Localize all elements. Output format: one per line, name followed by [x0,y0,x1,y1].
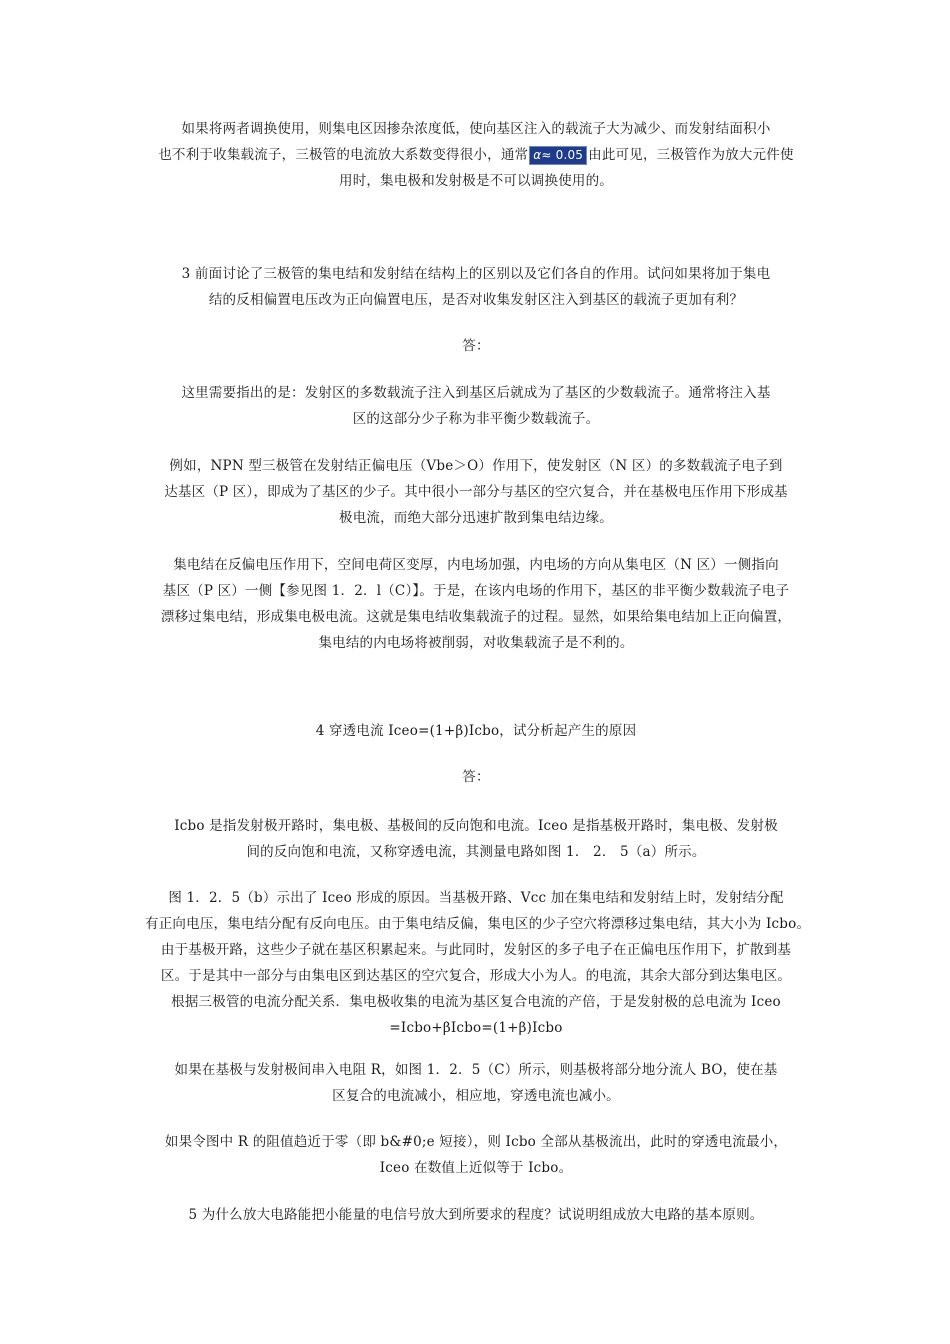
paragraph-r-zero [145,1129,807,1181]
answer-label-4: 答： [462,769,490,785]
answer-label-3: 答： [462,338,490,354]
text-line: 如果在基极与发射极间串入电阻 R，如图 1．2．5（C）所示，则基极将部分地分流人 BO，使在基 [174,1062,778,1078]
text-line: 极电流，而绝大部分迅速扩散到集电结边缘。 [339,510,613,526]
paragraph-swap-explanation [145,116,807,194]
paragraph-icbo-iceo [145,813,807,865]
text-line: 3 前面讨论了三极管的集电结和发射结在结构上的区别以及它们各自的作用。试问如果将加于集电 [181,266,771,282]
paragraph-resistor-r [145,1057,807,1109]
text-line: 如果令图中 R 的阻值趋近于零（即 b&#0;e 短接），则 Icbo 全部从基极流出，此时的穿透电流最小， [164,1134,788,1150]
text-line-with-formula: 也不利于收集载流子，三极管的电流放大系数变得很小，通常 α≈ 0.05 由此可见，三极管作为放大元件使 [158,147,794,163]
text-line: 根据三极管的电流分配关系．集电极收集的电流为基区复合电流的产倍，于是发射极的总电流为 Iceo [171,994,781,1010]
text-line: 结的反相偏置电压改为正向偏置电压，是否对收集发射区注入到基区的载流子更加有利？ [208,292,744,308]
text-line: 集电结在反偏电压作用下，空间电荷区变厚，内电场加强，内电场的方向从集电区（N 区）一侧指向 [173,557,779,573]
text-line: 如果将两者调换使用，则集电区因掺杂浓度低，使向基区注入的载流子大为减少、而发射结面积小 [181,121,771,137]
question-4: 4 穿透电流 Iceo=(1+β)Icbo，试分析起产生的原因 [315,723,637,739]
text-line: 基区（P 区）一侧【参见图 1．2．l（C）】。于是，在该内电场的作用下，基区的非平衡少数载流子电子 [162,583,790,599]
text-line: 有正向电压，集电结分配有反向电压。由于集电结反偏，集电区的少子空穴将漂移过集电结，其大小为 Icbo。 [145,916,811,932]
text-line: 用时，集电极和发射极是不可以调换使用的。 [339,173,613,189]
paragraph-minority-carriers [145,380,807,432]
text-line: 图 1．2．5（b）示出了 Iceo 形成的原因。当基极开路、Vcc 加在集电结和发射结上时，发射结分配 [168,890,784,906]
paragraph-npn-example [145,453,807,531]
text-line: 例如，NPN 型三极管在发射结正偏电压（Vbe＞O）作用下，使发射区（N 区）的多数载流子电子到 [169,458,783,474]
text-line: =Icbo+βIcbo=(1+β)Icbo [389,1020,563,1036]
text-line: 区复合的电流减小，相应地，穿透电流也减小。 [332,1088,620,1104]
text-line: 间的反向饱和电流，又称穿透电流，其测量电路如图 1． 2． 5（a）所示。 [246,844,706,860]
text-line: Icbo 是指发射极开路时，集电极、基极间的反向饱和电流。Iceo 是指基极开路时，集电极、发射极 [174,818,778,834]
text-line: 漂移过集电结，形成集电极电流。这就是集电结收集载流子的过程。显然，如果给集电结加上正向偏置， [160,609,792,625]
alpha-formula-image: α≈ 0.05 [529,146,587,165]
text-line: 集电结的内电场将被削弱，对收集载流子是不利的。 [318,635,634,651]
text-line: 这里需要指出的是：发射区的多数载流子注入到基区后就成为了基区的少数载流子。通常将注入基 [181,385,771,401]
text-line: 区。于是其中一部分与由集电区到达基区的空穴复合，形成大小为人。的电流，其余大部分到达集电区。 [160,968,792,984]
question-3 [145,261,807,313]
paragraph-collector-junction [145,552,807,656]
text-line: 达基区（P 区），即成为了基区的少子。其中很小一部分与基区的空穴复合，并在基极电压作用下形成基 [164,484,788,500]
question-5: 5 为什么放大电路能把小能量的电信号放大到所要求的程度？试说明组成放大电路的基本原则。 [188,1207,764,1223]
text-line: Iceo 在数值上近似等于 Icbo。 [379,1160,573,1176]
text-line: 区的这部分少子称为非平衡少数载流子。 [352,411,600,427]
paragraph-iceo-formation [145,885,811,1041]
text-line: 由于基极开路，这些少子就在基区积累起来。与此同时，发射区的多子电子在正偏电压作用下，扩散到基 [160,942,792,958]
